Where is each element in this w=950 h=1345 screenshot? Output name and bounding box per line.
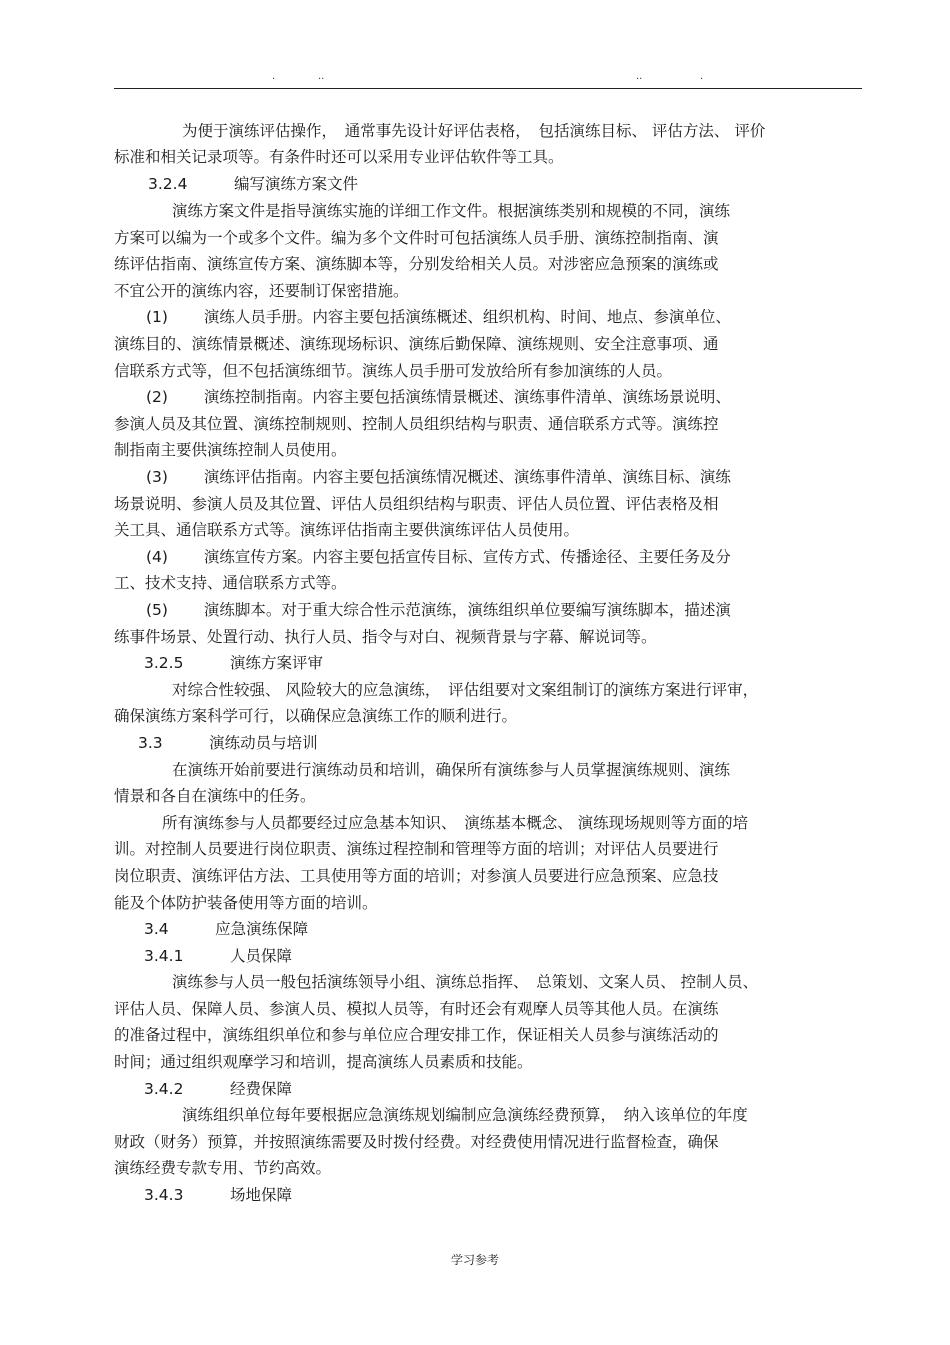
text-line: 情景和各自在演练中的任务。 [114,787,316,805]
text-line: 时间；通过组织观摩学习和培训，提高演练人员素质和技能。 [114,1053,533,1071]
text-line: 确保演练方案科学可行，以确保应急演练工作的顺利进行。 [114,707,518,725]
text-line: 对综合性较强、 风险较大的应急演练， 评估组要对文案组制订的演练方案进行评审， [172,681,759,699]
text-line: 参演人员及其位置、演练控制规则、控制人员组织结构与职责、通信联系方式等。演练控 [114,415,719,433]
text-line: 标准和相关记录项等。有条件时还可以采用专业评估软件等工具。 [114,148,564,166]
page-footer: 学习参考 [450,1253,499,1267]
text-line: 演练参与人员一般包括演练领导小组、演练总指挥、 总策划、文案人员、 控制人员、 [172,973,759,991]
text-line: 演练组织单位每年要根据应急演练规划编制应急演练经费预算， 纳入该单位的年度 [182,1106,748,1124]
text-line: 工、技术支持、通信联系方式等。 [114,574,347,592]
text-line: 演练经费专款专用、节约高效。 [114,1159,332,1177]
header-mark: .. [318,71,325,82]
text-line: 能及个体防护装备使用等方面的培训。 [114,894,378,912]
text-line: 练评估指南、演练宣传方案、演练脚本等，分别发给相关人员。对涉密应急预案的演练或 [114,255,719,273]
text-line: 练事件场景、处置行动、执行人员、指令与对白、视频背景与字幕、解说词等。 [114,628,657,646]
header-mark: . [700,71,704,82]
text-line: 演练目的、演练情景概述、演练现场标识、演练后勤保障、演练规则、安全注意事项、通 [114,335,719,353]
text-line: 制指南主要供演练控制人员使用。 [114,441,347,459]
list-item: (3) 演练评估指南。内容主要包括演练情况概述、演练事件清单、演练目标、演练 [146,468,731,486]
text-line: 在演练开始前要进行演练动员和培训，确保所有演练参与人员掌握演练规则、演练 [172,761,731,779]
text-line: 训。对控制人员要进行岗位职责、演练过程控制和管理等方面的培训；对评估人员要进行 [114,840,719,858]
text-line: 所有演练参与人员都要经过应急基本知识、 演练基本概念、 演练现场规则等方面的培 [162,814,749,832]
list-item: (4) 演练宣传方案。内容主要包括宣传目标、宣传方式、传播途径、主要任务及分 [146,548,731,566]
text-line: 岗位职责、演练评估方法、工具使用等方面的培训；对参演人员要进行应急预案、应急技 [114,867,719,885]
list-item: (5) 演练脚本。对于重大综合性示范演练，演练组织单位要编写演练脚本，描述演 [146,601,731,619]
text-line: 信联系方式等，但不包括演练细节。演练人员手册可发放给所有参加演练的人员。 [114,362,673,380]
text-line: 关工具、通信联系方式等。演练评估指南主要供演练评估人员使用。 [114,521,580,539]
text-line: 为便于演练评估操作， 通常事先设计好评估表格， 包括演练目标、 评估方法、 评价 [182,122,766,140]
text-line: 财政（财务）预算，并按照演练需要及时拨付经费。对经费使用情况进行监督检查，确保 [114,1133,719,1151]
text-line: 演练方案文件是指导演练实施的详细工作文件。根据演练类别和规模的不同，演练 [172,202,731,220]
list-item: (1) 演练人员手册。内容主要包括演练概述、组织机构、时间、地点、参演单位、 [146,308,731,326]
header-rule [114,88,862,89]
section-heading: 3.4 应急演练保障 [144,920,309,938]
text-line: 方案可以编为一个或多个文件。编为多个文件时可包括演练人员手册、演练控制指南、演 [114,229,719,247]
text-line: 不宜公开的演练内容，还要制订保密措施。 [114,282,409,300]
section-heading: 3.2.5 演练方案评审 [144,654,323,672]
section-heading: 3.4.3 场地保障 [144,1186,292,1204]
text-line: 场景说明、参演人员及其位置、评估人员组织结构与职责、评估人员位置、评估表格及相 [114,495,719,513]
list-item: (2) 演练控制指南。内容主要包括演练情景概述、演练事件清单、演练场景说明、 [146,388,731,406]
section-heading: 3.2.4 编写演练方案文件 [148,175,358,193]
text-line: 评估人员、保障人员、参演人员、模拟人员等，有时还会有观摩人员等其他人员。在演练 [114,1000,719,1018]
section-heading: 3.4.1 人员保障 [144,947,292,965]
section-heading: 3.4.2 经费保障 [144,1080,292,1098]
header-mark: . [272,71,276,82]
section-heading: 3.3 演练动员与培训 [138,734,318,752]
text-line: 的准备过程中，演练组织单位和参与单位应合理安排工作，保证相关人员参与演练活动的 [114,1026,719,1044]
header-mark: .. [636,71,643,82]
